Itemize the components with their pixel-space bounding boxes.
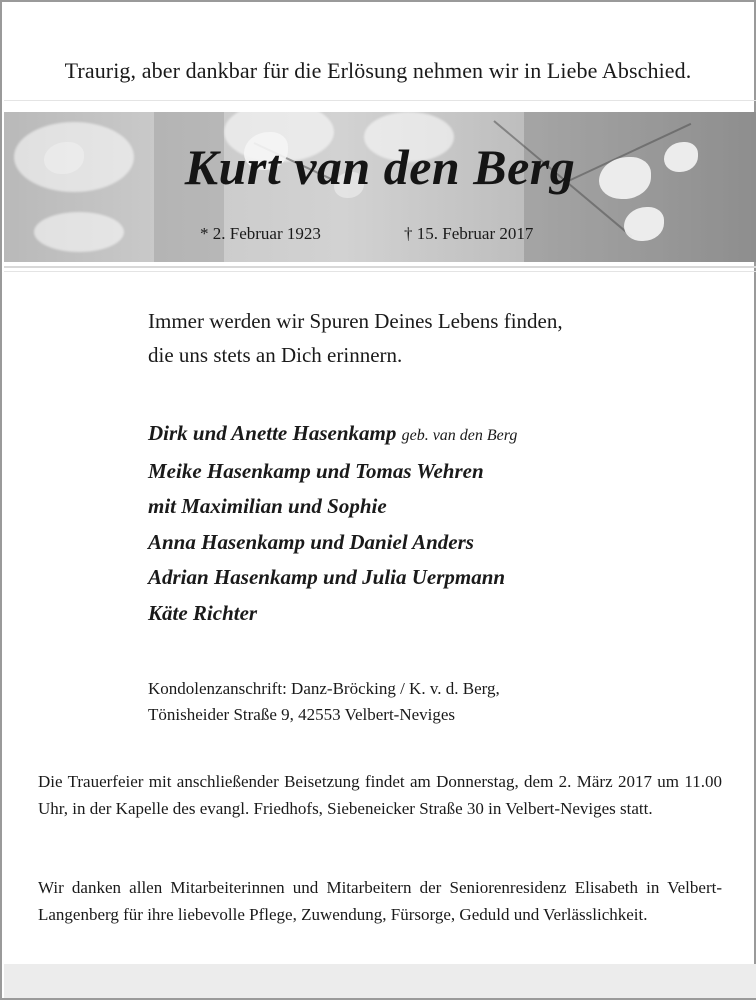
divider-banner-bottom — [4, 266, 756, 268]
birth-date: * 2. Februar 1923 — [200, 224, 321, 243]
banner-light — [34, 212, 124, 252]
condolence-address — [148, 676, 500, 728]
verse-line: Immer werden wir Spuren Deines Lebens finden, — [148, 309, 563, 333]
address-line: Kondolenzanschrift: Danz-Bröcking / K. v. d. Berg, — [148, 679, 500, 698]
photo-banner — [4, 112, 756, 262]
footer-band — [4, 964, 756, 998]
mourner-line: mit Maximilian und Sophie — [148, 494, 387, 518]
verse-line: die uns stets an Dich erinnern. — [148, 343, 403, 367]
address-line: Tönisheider Straße 9, 42553 Velbert-Neviges — [148, 705, 456, 724]
death-date: † 15. Februar 2017 — [404, 224, 534, 243]
mourner-line: Adrian Hasenkamp und Julia Uerpmann — [148, 565, 506, 589]
mourner-line: Käte Richter — [148, 600, 258, 625]
mourner-line — [148, 416, 517, 454]
notice-headline: Traurig, aber dankbar für die Erlösung nehmen wir in Liebe Abschied. — [64, 58, 692, 83]
mourner-name: Dirk und Anette Hasenkamp — [148, 421, 397, 445]
mourners-list — [148, 416, 517, 631]
mourner-note: geb. van den Berg — [401, 427, 518, 444]
divider-banner-bottom-thin — [4, 271, 756, 272]
mourner-line: Anna Hasenkamp und Daniel Anders — [148, 529, 474, 554]
mourner-line: Meike Hasenkamp und Tomas Wehren — [148, 458, 484, 483]
deceased-name: Kurt van den Berg — [184, 139, 576, 195]
divider-top — [4, 100, 756, 101]
funeral-info: Die Trauerfeier mit anschließender Beisetzung findet am Donnerstag, dem 2. März 2017 um 11.00 Uhr, in der Kapelle des evangl. Friedhofs, Siebeneicker Straße 30 in Velbert-Neviges statt. — [38, 772, 722, 818]
memorial-verse — [148, 304, 563, 372]
thanks-text: Wir danken allen Mitarbeiterinnen und Mitarbeitern der Seniorenresidenz Elisabeth in Velbert-Langenberg für ihre liebevolle Pflege, Zuwendung, Fürsorge, Geduld und Verlässlichkeit. — [38, 878, 722, 924]
